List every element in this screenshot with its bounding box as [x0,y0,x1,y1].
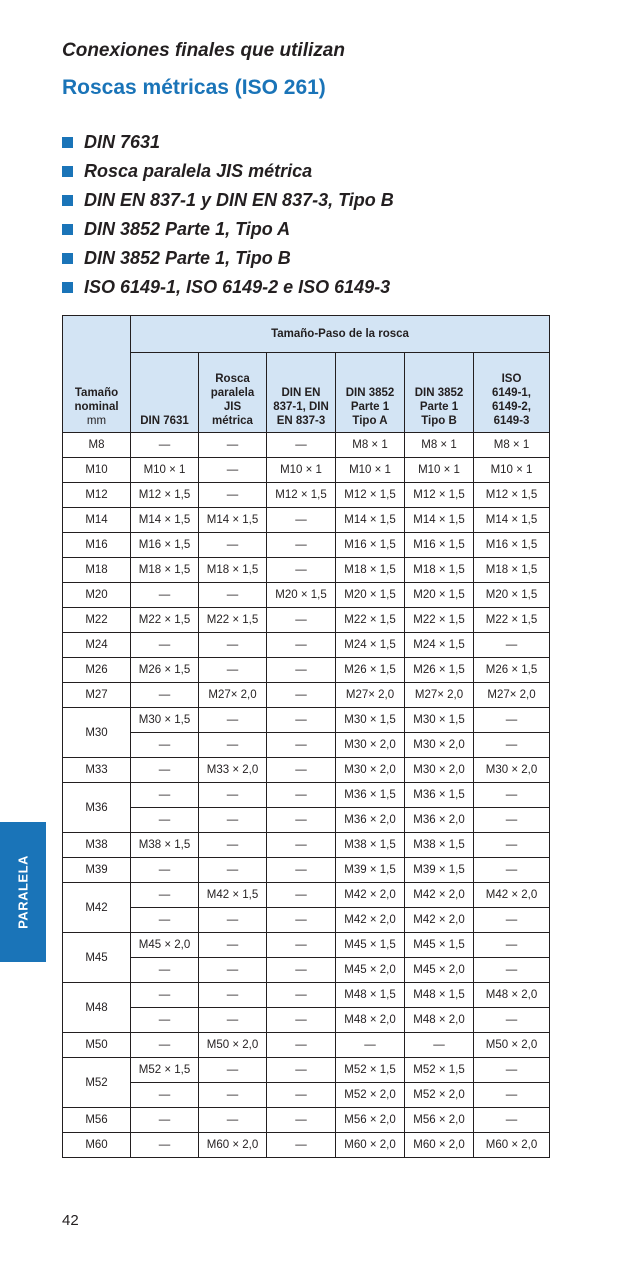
table-cell: M26 × 1,5 [405,658,474,683]
table-cell: M24 × 1,5 [336,633,405,658]
table-cell: M27× 2,0 [474,683,550,708]
table-cell: — [131,958,199,983]
table-cell: — [131,1133,199,1158]
size-cell: M30 [63,708,131,758]
table-cell: M52 × 2,0 [336,1083,405,1108]
size-cell: M50 [63,1033,131,1058]
table-cell: M36 × 2,0 [405,808,474,833]
table-cell: M18 × 1,5 [131,558,199,583]
table-row [63,508,550,533]
table-cell: — [267,508,336,533]
table-cell: M12 × 1,5 [405,483,474,508]
table-cell: — [199,433,267,458]
table-row [63,808,550,833]
table-cell: M48 × 1,5 [405,983,474,1008]
table-cell: M30 × 1,5 [405,708,474,733]
table-cell: M42 × 1,5 [199,883,267,908]
size-cell: M52 [63,1058,131,1108]
table-cell: — [131,808,199,833]
table-cell: M52 × 1,5 [405,1058,474,1083]
table-cell: M48 × 2,0 [405,1008,474,1033]
table-cell: M20 × 1,5 [267,583,336,608]
table-cell: — [199,633,267,658]
list-item [62,128,394,157]
table-cell: — [131,733,199,758]
list-item-label: DIN 3852 Parte 1, Tipo A [84,219,291,239]
table-cell: — [267,758,336,783]
table-cell: — [267,433,336,458]
table-row [63,733,550,758]
table-cell: M26 × 1,5 [474,658,550,683]
table-cell: — [131,883,199,908]
table-cell: — [131,633,199,658]
table-cell: — [336,1033,405,1058]
table-cell: M42 × 2,0 [405,908,474,933]
table-cell: M50 × 2,0 [474,1033,550,1058]
table-row [63,1133,550,1158]
table-row [63,983,550,1008]
table-cell: — [199,1008,267,1033]
table-cell: M30 × 2,0 [336,733,405,758]
table-cell: — [131,1108,199,1133]
table-cell: — [131,908,199,933]
table-cell: M22 × 1,5 [336,608,405,633]
table-cell: — [267,733,336,758]
size-cell: M48 [63,983,131,1033]
table-cell: M27× 2,0 [405,683,474,708]
size-cell: M42 [63,883,131,933]
size-column-header [63,316,131,433]
table-cell: — [474,708,550,733]
size-cell: M20 [63,583,131,608]
table-cell: — [199,858,267,883]
table-cell: — [267,983,336,1008]
table-cell: — [199,808,267,833]
table-cell: — [474,908,550,933]
table-cell: M36 × 2,0 [336,808,405,833]
table-cell: — [131,783,199,808]
table-cell: M14 × 1,5 [405,508,474,533]
size-cell: M14 [63,508,131,533]
table-cell: M27× 2,0 [199,683,267,708]
table-cell: — [267,1008,336,1033]
bullet-square-icon [62,224,73,235]
table-cell: M18 × 1,5 [336,558,405,583]
table-cell: M45 × 1,5 [336,933,405,958]
table-cell: — [199,733,267,758]
table-cell: — [267,533,336,558]
column-header-iso6149: ISO 6149-1, 6149-2, 6149-3 [474,353,550,433]
table-cell: — [267,558,336,583]
table-row [63,1033,550,1058]
table-cell: — [474,933,550,958]
table-row [63,1108,550,1133]
table-cell: — [474,1058,550,1083]
list-item [62,273,394,302]
table-cell: M39 × 1,5 [336,858,405,883]
table-cell: — [267,958,336,983]
table-cell: M26 × 1,5 [131,658,199,683]
table-row [63,533,550,558]
table-cell: — [131,1008,199,1033]
table-cell: M42 × 2,0 [336,883,405,908]
table-row [63,1083,550,1108]
table-cell: — [267,833,336,858]
column-header-din-en-837: DIN EN 837-1, DIN EN 837-3 [267,353,336,433]
table-cell: — [131,583,199,608]
table-cell: — [474,733,550,758]
table-row [63,858,550,883]
table-cell: — [267,858,336,883]
table-cell: M39 × 1,5 [405,858,474,883]
table-row [63,458,550,483]
table-row [63,483,550,508]
table-cell: — [199,983,267,1008]
table-cell: — [131,683,199,708]
table-cell: M20 × 1,5 [474,583,550,608]
list-item [62,244,394,273]
table-cell: — [199,533,267,558]
table-cell: M12 × 1,5 [267,483,336,508]
table-cell: — [131,983,199,1008]
table-row [63,1008,550,1033]
size-cell: M33 [63,758,131,783]
table-row [63,633,550,658]
table-cell: M42 × 2,0 [336,908,405,933]
table-cell: M12 × 1,5 [474,483,550,508]
table-cell: — [267,1108,336,1133]
table-cell: M48 × 2,0 [474,983,550,1008]
table-row [63,1058,550,1083]
table-cell: M16 × 1,5 [405,533,474,558]
page-title: Roscas métricas (ISO 261) [62,76,326,99]
table-cell: — [199,483,267,508]
section-side-tab [0,822,46,962]
table-cell: — [199,708,267,733]
table-cell: — [267,608,336,633]
page-number: 42 [62,1212,79,1229]
table-cell: — [474,808,550,833]
table-cell: M30 × 2,0 [336,758,405,783]
table-cell: M56 × 2,0 [336,1108,405,1133]
table-cell: M8 × 1 [405,433,474,458]
table-cell: M30 × 2,0 [405,733,474,758]
table-cell: — [267,1033,336,1058]
table-cell: — [267,908,336,933]
table-cell: M42 × 2,0 [474,883,550,908]
table-cell: M45 × 1,5 [405,933,474,958]
table-row [63,783,550,808]
thread-size-table [62,315,550,1158]
table-cell: M52 × 1,5 [336,1058,405,1083]
size-cell: M8 [63,433,131,458]
table-cell: M36 × 1,5 [405,783,474,808]
table-cell: M10 × 1 [474,458,550,483]
table-row [63,608,550,633]
table-cell: — [267,1133,336,1158]
side-tab-label: PARALELA [15,855,31,929]
table-row [63,933,550,958]
table-cell: — [474,1008,550,1033]
table-cell: — [267,933,336,958]
table-cell: M22 × 1,5 [131,608,199,633]
table-cell: M16 × 1,5 [474,533,550,558]
table-body [63,433,550,1158]
table-cell: — [267,683,336,708]
table-row [63,908,550,933]
table-cell: — [199,458,267,483]
table-cell: — [474,783,550,808]
size-cell: M18 [63,558,131,583]
table-cell: — [474,1083,550,1108]
table-cell: M18 × 1,5 [405,558,474,583]
table-cell: M30 × 1,5 [336,708,405,733]
bullet-square-icon [62,166,73,177]
table-cell: M22 × 1,5 [474,608,550,633]
table-cell: M48 × 2,0 [336,1008,405,1033]
bullet-square-icon [62,195,73,206]
size-cell: M16 [63,533,131,558]
table-cell: M60 × 2,0 [405,1133,474,1158]
size-header-unit: mm [86,415,107,427]
table-cell: M27× 2,0 [336,683,405,708]
table-cell: — [199,583,267,608]
section-kicker: Conexiones finales que utilizan [62,40,345,61]
bullet-square-icon [62,137,73,148]
size-cell: M27 [63,683,131,708]
table-cell: M30 × 2,0 [474,758,550,783]
table-cell: M10 × 1 [336,458,405,483]
table-cell: M20 × 1,5 [336,583,405,608]
table-row [63,558,550,583]
table-cell: M22 × 1,5 [405,608,474,633]
table-cell: — [405,1033,474,1058]
table-cell: M22 × 1,5 [199,608,267,633]
size-cell: M39 [63,858,131,883]
table-cell: M52 × 1,5 [131,1058,199,1083]
table-cell: — [199,833,267,858]
size-cell: M60 [63,1133,131,1158]
list-item-label: DIN EN 837-1 y DIN EN 837-3, Tipo B [84,190,394,210]
table-cell: M48 × 1,5 [336,983,405,1008]
table-row [63,833,550,858]
table-cell: — [199,1108,267,1133]
table-cell: M14 × 1,5 [474,508,550,533]
size-cell: M22 [63,608,131,633]
size-cell: M26 [63,658,131,683]
table-cell: — [267,708,336,733]
table-cell: — [131,858,199,883]
table-row [63,758,550,783]
table-cell: — [199,658,267,683]
table-cell: M12 × 1,5 [336,483,405,508]
table-cell: M24 × 1,5 [405,633,474,658]
table-cell: M20 × 1,5 [405,583,474,608]
table-cell: — [267,1083,336,1108]
table-cell: M14 × 1,5 [336,508,405,533]
table-cell: — [199,1083,267,1108]
list-item-label: Rosca paralela JIS métrica [84,161,313,181]
table-cell: M30 × 2,0 [405,758,474,783]
list-item-label: DIN 7631 [84,132,161,152]
list-item [62,157,394,186]
table-cell: — [199,958,267,983]
table-cell: — [267,1058,336,1083]
table-cell: M38 × 1,5 [405,833,474,858]
size-header-line: nominal [74,401,119,413]
table-cell: M16 × 1,5 [336,533,405,558]
table-cell: M10 × 1 [131,458,199,483]
table-cell: M8 × 1 [336,433,405,458]
table-cell: M56 × 2,0 [405,1108,474,1133]
table-cell: — [131,758,199,783]
group-header: Tamaño-Paso de la rosca [131,316,550,353]
table-cell: — [267,658,336,683]
table-cell: M60 × 2,0 [474,1133,550,1158]
table-cell: — [131,433,199,458]
list-item [62,186,394,215]
table-cell: M10 × 1 [267,458,336,483]
table-cell: M26 × 1,5 [336,658,405,683]
table-cell: M14 × 1,5 [131,508,199,533]
table-cell: — [474,958,550,983]
table-cell: M14 × 1,5 [199,508,267,533]
table-row [63,958,550,983]
table-cell: M60 × 2,0 [336,1133,405,1158]
size-header-line: Tamaño [74,387,119,399]
size-cell: M12 [63,483,131,508]
column-header-din3852-a: DIN 3852 Parte 1 Tipo A [336,353,405,433]
column-header-din3852-b: DIN 3852 Parte 1 Tipo B [405,353,474,433]
table-cell: — [474,633,550,658]
table-cell: — [199,1058,267,1083]
table-cell: — [131,1033,199,1058]
table-cell: M52 × 2,0 [405,1083,474,1108]
table-cell: — [199,908,267,933]
bullet-square-icon [62,253,73,264]
standards-list [62,128,394,302]
table-cell: M45 × 2,0 [336,958,405,983]
column-header-din7631: DIN 7631 [131,353,199,433]
list-item-label: ISO 6149-1, ISO 6149-2 e ISO 6149-3 [84,277,391,297]
size-cell: M36 [63,783,131,833]
table-cell: — [267,883,336,908]
table-cell: M18 × 1,5 [474,558,550,583]
table-cell: — [131,1083,199,1108]
table-cell: — [267,783,336,808]
table-row [63,658,550,683]
table-cell: — [267,633,336,658]
table-cell: M45 × 2,0 [131,933,199,958]
table-row [63,433,550,458]
table-row [63,583,550,608]
table-cell: — [474,858,550,883]
table-cell: M18 × 1,5 [199,558,267,583]
list-item-label: DIN 3852 Parte 1, Tipo B [84,248,291,268]
bullet-square-icon [62,282,73,293]
table-cell: M38 × 1,5 [131,833,199,858]
table-cell: M8 × 1 [474,433,550,458]
table-cell: M45 × 2,0 [405,958,474,983]
table-cell: M50 × 2,0 [199,1033,267,1058]
size-cell: M56 [63,1108,131,1133]
table-cell: M38 × 1,5 [336,833,405,858]
list-item [62,215,394,244]
table-cell: M60 × 2,0 [199,1133,267,1158]
table-cell: — [267,808,336,833]
column-header-jis: Rosca paralela JIS métrica [199,353,267,433]
table-cell: — [199,783,267,808]
table-row [63,683,550,708]
table-cell: M42 × 2,0 [405,883,474,908]
table-cell: M16 × 1,5 [131,533,199,558]
size-cell: M10 [63,458,131,483]
table-cell: — [199,933,267,958]
table-cell: — [474,1108,550,1133]
table-cell: M30 × 1,5 [131,708,199,733]
table-row [63,708,550,733]
table-cell: M10 × 1 [405,458,474,483]
table-cell: — [474,833,550,858]
table-cell: M33 × 2,0 [199,758,267,783]
table-row [63,883,550,908]
size-cell: M45 [63,933,131,983]
table-cell: M36 × 1,5 [336,783,405,808]
table-cell: M12 × 1,5 [131,483,199,508]
size-cell: M24 [63,633,131,658]
size-cell: M38 [63,833,131,858]
